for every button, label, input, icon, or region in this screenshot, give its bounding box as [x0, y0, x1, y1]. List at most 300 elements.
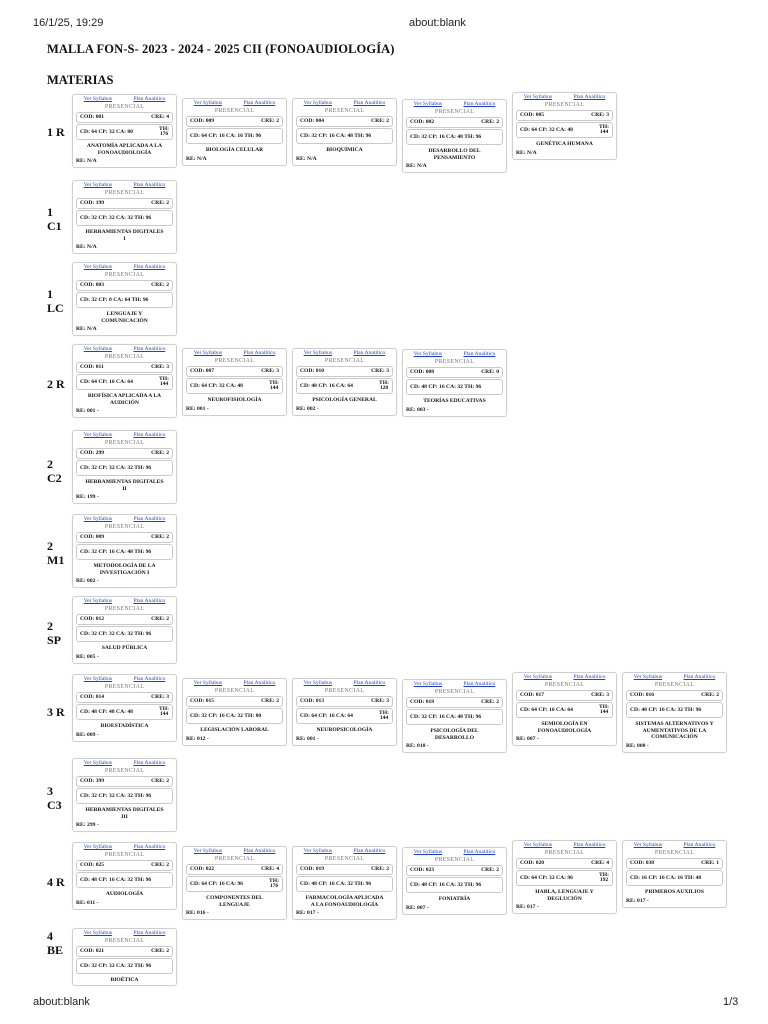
course-name	[183, 144, 286, 155]
print-page-title: about:blank	[409, 17, 466, 29]
course-name	[73, 720, 176, 731]
plan-analitico-link[interactable]: Plan Analítico	[133, 516, 166, 522]
total-hours-line: TH:	[159, 705, 169, 712]
total-hours-line: TH:	[379, 709, 389, 716]
course-card	[292, 846, 397, 920]
modality-label: PRESENCIAL	[544, 682, 585, 688]
hours-box	[296, 708, 393, 724]
hours-box	[516, 870, 613, 886]
plan-analitico-link[interactable]: Plan Analítico	[243, 848, 276, 854]
course-links	[403, 350, 506, 358]
row-label-line: 1	[47, 205, 53, 219]
code-credits-box	[296, 696, 393, 707]
prerequisite: RE: 017 -	[516, 904, 539, 910]
code-credits-box	[296, 366, 393, 377]
course-card	[512, 840, 617, 914]
total-hours-line: 144	[269, 385, 279, 391]
modality-label: PRESENCIAL	[104, 852, 145, 858]
course-name-line: BIOFÍSICA APLICADA A LA	[87, 393, 162, 399]
row-label-line: 2	[47, 619, 53, 633]
ver-syllabus-link[interactable]: Ver Syllabus	[83, 346, 113, 352]
plan-analitico-link[interactable]: Plan Analítico	[133, 264, 166, 270]
course-links	[183, 847, 286, 855]
course-links	[403, 100, 506, 108]
course-code: COD: 016	[630, 692, 655, 698]
course-links	[183, 349, 286, 357]
course-card	[72, 430, 177, 504]
prerequisite: RE: 008 -	[626, 742, 649, 749]
ver-syllabus-link[interactable]: Ver Syllabus	[83, 516, 113, 522]
print-url: about:blank	[33, 996, 90, 1008]
course-credits: CRE: 2	[151, 200, 169, 206]
course-name-line: III	[121, 813, 128, 820]
course-name-line: BIOQUÍMICA	[326, 147, 363, 153]
row-label-line: SP	[47, 633, 62, 647]
course-code: COD: 001	[80, 114, 105, 120]
course-code: COD: 008	[410, 369, 435, 375]
total-hours	[599, 125, 609, 136]
course-code: COD: 015	[190, 698, 215, 704]
course-links	[293, 679, 396, 687]
modality-label: PRESENCIAL	[434, 857, 475, 863]
total-hours-line: TH:	[269, 379, 279, 386]
code-credits-box	[76, 614, 173, 625]
course-credits: CRE: 2	[151, 616, 169, 622]
course-name	[513, 718, 616, 735]
ver-syllabus-link[interactable]: Ver Syllabus	[523, 842, 553, 848]
total-hours-line: 144	[159, 381, 169, 387]
course-credits: CRE: 4	[591, 860, 609, 866]
course-name	[623, 886, 726, 897]
plan-analitico-link[interactable]: Plan Analítico	[463, 849, 496, 855]
course-credits: CRE: 3	[151, 364, 169, 370]
course-links	[73, 929, 176, 937]
total-hours-line: 176	[159, 131, 169, 137]
course-credits: CRE: 4	[151, 114, 169, 120]
course-hours: CD: 48 CP: 16 CA: 32 TH: 96	[410, 383, 482, 390]
modality-label: PRESENCIAL	[104, 606, 145, 612]
hours-box	[296, 378, 393, 394]
course-name-line: FARMACOLOGÍA APLICADA	[305, 895, 384, 901]
total-hours-line: 144	[159, 711, 169, 717]
course-hours: CD: 48 CP: 48 CA: 48	[80, 708, 133, 715]
hours-box	[76, 704, 173, 720]
ver-syllabus-link[interactable]: Ver Syllabus	[523, 674, 553, 680]
prerequisite: RE: 002 -	[296, 405, 319, 412]
code-credits-box	[186, 864, 283, 875]
row-label	[47, 377, 65, 391]
course-code: COD: 020	[520, 860, 545, 866]
row-label	[47, 125, 65, 139]
page-title: MALLA FON-S- 2023 - 2024 - 2025 CII (FONOAUDIOLOGÍA)	[47, 42, 395, 56]
course-name-line: AUMENTATIVOS DE LA	[642, 727, 707, 734]
course-name-line: DESARROLLO	[434, 734, 475, 741]
code-credits-box	[76, 776, 173, 787]
course-links	[513, 841, 616, 849]
plan-analitico-link[interactable]: Plan Analítico	[353, 100, 386, 106]
total-hours	[269, 879, 279, 890]
plan-analitico-link[interactable]: Plan Analítico	[353, 680, 386, 686]
plan-analitico-link[interactable]: Plan Analítico	[573, 94, 606, 100]
course-code: COD: 017	[520, 692, 545, 698]
course-name	[73, 390, 176, 407]
course-card	[72, 758, 177, 832]
row-label-line: 3	[47, 784, 53, 798]
course-name	[513, 138, 616, 149]
print-page-number: 1/3	[723, 996, 739, 1008]
plan-analitico-link[interactable]: Plan Analítico	[133, 930, 166, 936]
modality-label: PRESENCIAL	[324, 856, 365, 862]
total-hours-line: TH:	[599, 123, 609, 130]
plan-analitico-link[interactable]: Plan Analítico	[133, 598, 166, 604]
plan-analitico-link[interactable]: Plan Analítico	[463, 101, 496, 107]
total-hours-line: TH:	[599, 703, 609, 710]
course-name-line: COMPONENTES DEL	[206, 895, 263, 901]
code-credits-box	[76, 860, 173, 871]
course-name-line: LENGUAJE	[219, 901, 250, 908]
hours-box	[516, 122, 613, 138]
plan-analitico-link[interactable]: Plan Analítico	[133, 676, 166, 682]
course-name-line: COMUNICACIÓN	[101, 317, 148, 324]
course-card	[292, 348, 397, 416]
course-name-line: BIOESTADÍSTICA	[100, 723, 149, 729]
course-links	[73, 597, 176, 605]
code-credits-box	[296, 116, 393, 127]
ver-syllabus-link[interactable]: Ver Syllabus	[413, 101, 443, 107]
course-name	[73, 888, 176, 899]
hours-box	[406, 379, 503, 395]
course-card	[72, 928, 177, 986]
total-hours-line: TH:	[379, 379, 389, 386]
course-card	[182, 846, 287, 920]
course-credits: CRE: 2	[151, 862, 169, 868]
course-hours: CD: 48 CP: 16 CA: 32 TH: 96	[80, 876, 152, 883]
total-hours	[269, 381, 279, 392]
course-links	[513, 93, 616, 101]
ver-syllabus-link[interactable]: Ver Syllabus	[83, 432, 113, 438]
section-title: MATERIAS	[47, 73, 114, 87]
total-hours-line: 144	[599, 709, 609, 715]
prerequisite: RE: 001 -	[296, 735, 319, 742]
course-credits: CRE: 1	[701, 860, 719, 866]
code-credits-box	[406, 117, 503, 128]
modality-label: PRESENCIAL	[434, 359, 475, 365]
ver-syllabus-link[interactable]: Ver Syllabus	[193, 100, 223, 106]
course-credits: CRE: 3	[591, 692, 609, 698]
hours-box	[186, 876, 283, 892]
prerequisite: RE: N/A	[516, 149, 537, 156]
row-label-line: C3	[47, 798, 62, 812]
course-name	[183, 892, 286, 909]
course-name-line: BIOÉTICA	[110, 977, 139, 983]
course-credits: CRE: 3	[371, 368, 389, 374]
course-links	[623, 673, 726, 681]
row-label	[47, 457, 62, 485]
prerequisite: RE: N/A	[296, 155, 317, 162]
plan-analitico-link[interactable]: Plan Analítico	[353, 848, 386, 854]
modality-label: PRESENCIAL	[104, 272, 145, 278]
course-name-line: SEMIOLOGÍA EN	[541, 721, 588, 727]
course-links	[403, 680, 506, 688]
total-hours-line: 144	[599, 129, 609, 135]
plan-analitico-link[interactable]: Plan Analítico	[133, 844, 166, 850]
prerequisite: RE: 011 -	[76, 899, 99, 906]
course-hours: CD: 64 CP: 16 CA: 64	[300, 712, 353, 719]
ver-syllabus-link[interactable]: Ver Syllabus	[83, 930, 113, 936]
course-hours: CD: 16 CP: 16 CA: 16 TH: 48	[630, 874, 702, 881]
code-credits-box	[76, 692, 173, 703]
ver-syllabus-link[interactable]: Ver Syllabus	[83, 676, 113, 682]
ver-syllabus-link[interactable]: Ver Syllabus	[633, 674, 663, 680]
modality-label: PRESENCIAL	[324, 108, 365, 114]
course-name	[403, 145, 506, 162]
course-code: COD: 009	[80, 534, 105, 540]
modality-label: PRESENCIAL	[104, 354, 145, 360]
modality-label: PRESENCIAL	[654, 850, 695, 856]
course-code: COD: 011	[80, 364, 104, 370]
course-code: COD: 005	[520, 112, 545, 118]
course-name	[73, 642, 176, 653]
course-credits: CRE: 2	[371, 118, 389, 124]
hours-box	[406, 709, 503, 725]
course-name	[73, 804, 176, 821]
code-credits-box	[76, 946, 173, 957]
course-hours: CD: 64 CP: 16 CA: 96	[190, 880, 243, 887]
hours-box	[296, 128, 393, 144]
course-links	[293, 847, 396, 855]
row-label-line: 1 R	[47, 125, 65, 139]
prerequisite: RE: 016 -	[186, 910, 209, 916]
hours-box	[626, 870, 723, 886]
modality-label: PRESENCIAL	[544, 102, 585, 108]
prerequisite: RE: 010 -	[406, 743, 429, 749]
course-credits: CRE: 2	[151, 778, 169, 784]
total-hours-line: TH:	[159, 375, 169, 382]
course-code: COD: 014	[80, 694, 105, 700]
course-card	[292, 678, 397, 746]
code-credits-box	[186, 696, 283, 707]
course-card	[72, 262, 177, 336]
course-name-line: PSICOLOGÍA DEL	[430, 728, 479, 734]
course-hours: CD: 32 CP: 16 CA: 32 TH: 80	[190, 712, 262, 719]
plan-analitico-link[interactable]: Plan Analítico	[463, 351, 496, 357]
course-name-line: II	[122, 485, 127, 492]
course-credits: CRE: 3	[591, 112, 609, 118]
course-code: COD: 199	[80, 200, 105, 206]
course-name	[513, 886, 616, 903]
ver-syllabus-link[interactable]: Ver Syllabus	[303, 350, 333, 356]
course-hours: CD: 64 CP: 32 CA: 80	[80, 128, 133, 135]
course-code: COD: 021	[80, 948, 105, 954]
course-name	[73, 476, 176, 493]
course-name	[183, 724, 286, 735]
code-credits-box	[76, 112, 173, 123]
hours-box	[76, 292, 173, 308]
course-credits: CRE: 2	[151, 450, 169, 456]
plan-analitico-link[interactable]: Plan Analítico	[463, 681, 496, 687]
course-code: COD: 299	[80, 450, 105, 456]
total-hours	[159, 127, 169, 138]
code-credits-box	[186, 366, 283, 377]
course-hours: CD: 48 CP: 16 CA: 32 TH: 96	[630, 706, 702, 713]
ver-syllabus-link[interactable]: Ver Syllabus	[83, 96, 113, 102]
course-links	[183, 99, 286, 107]
plan-analitico-link[interactable]: Plan Analítico	[243, 680, 276, 686]
hours-box	[186, 378, 283, 394]
plan-analitico-link[interactable]: Plan Analítico	[133, 346, 166, 352]
hours-box	[76, 460, 173, 476]
course-name-line: HABLA, LENGUAJE Y	[535, 889, 594, 895]
modality-label: PRESENCIAL	[544, 850, 585, 856]
plan-analitico-link[interactable]: Plan Analítico	[683, 842, 716, 848]
total-hours	[599, 873, 609, 884]
course-hours: CD: 64 CP: 16 CA: 16 TH: 96	[190, 132, 262, 139]
course-hours: CD: 32 CP: 16 CA: 48 TH: 96	[300, 132, 372, 139]
print-datetime: 16/1/25, 19:29	[33, 17, 104, 29]
plan-analitico-link[interactable]: Plan Analítico	[133, 760, 166, 766]
ver-syllabus-link[interactable]: Ver Syllabus	[83, 598, 113, 604]
course-credits: CRE: 2	[481, 699, 499, 705]
course-card	[182, 348, 287, 416]
course-hours: CD: 32 CP: 16 CA: 48 TH: 96	[80, 548, 152, 555]
ver-syllabus-link[interactable]: Ver Syllabus	[83, 182, 113, 188]
code-credits-box	[626, 858, 723, 869]
course-links	[293, 349, 396, 357]
total-hours-line: TH:	[269, 877, 279, 884]
ver-syllabus-link[interactable]: Ver Syllabus	[303, 100, 333, 106]
prerequisite: RE: N/A	[406, 163, 427, 169]
hours-box	[186, 708, 283, 724]
course-hours: CD: 32 CP: 32 CA: 32 TH: 96	[80, 630, 152, 637]
total-hours	[159, 707, 169, 718]
plan-analitico-link[interactable]: Plan Analítico	[133, 432, 166, 438]
modality-label: PRESENCIAL	[324, 688, 365, 694]
row-label	[47, 784, 62, 812]
course-card	[72, 180, 177, 254]
row-label	[47, 875, 65, 889]
plan-analitico-link[interactable]: Plan Analítico	[573, 842, 606, 848]
row-label-line: 2 R	[47, 377, 65, 391]
total-hours-line: TH:	[159, 125, 169, 132]
prerequisite: RE: 003 -	[406, 406, 429, 413]
course-hours: CD: 48 CP: 16 CA: 32 TH: 96	[410, 881, 482, 888]
ver-syllabus-link[interactable]: Ver Syllabus	[303, 848, 333, 854]
code-credits-box	[296, 864, 393, 875]
prerequisite: RE: 017 -	[296, 910, 319, 916]
course-hours: CD: 48 CP: 16 CA: 32 TH: 96	[300, 880, 372, 887]
course-links	[73, 181, 176, 189]
course-hours: CD: 64 CP: 16 CA: 64	[520, 706, 573, 713]
code-credits-box	[626, 690, 723, 701]
course-name-line: AUDIOLOGÍA	[105, 891, 144, 897]
course-hours: CD: 32 CP: 32 CA: 32 TH: 96	[80, 214, 152, 221]
ver-syllabus-link[interactable]: Ver Syllabus	[523, 94, 553, 100]
ver-syllabus-link[interactable]: Ver Syllabus	[303, 680, 333, 686]
plan-analitico-link[interactable]: Plan Analítico	[243, 100, 276, 106]
hours-box	[296, 876, 393, 892]
hours-box	[186, 128, 283, 144]
course-card	[72, 674, 177, 742]
course-code: COD: 399	[80, 778, 105, 784]
course-name	[293, 892, 396, 909]
course-name-line: LENGUAJE Y	[106, 311, 143, 317]
course-credits: CRE: 2	[151, 948, 169, 954]
course-card	[72, 842, 177, 910]
prerequisite: RE: N/A	[76, 244, 97, 250]
ver-syllabus-link[interactable]: Ver Syllabus	[413, 351, 443, 357]
ver-syllabus-link[interactable]: Ver Syllabus	[413, 681, 443, 687]
course-name-line: AUDICIÓN	[110, 399, 139, 406]
hours-box	[626, 702, 723, 718]
course-name	[623, 718, 726, 742]
code-credits-box	[406, 865, 503, 876]
plan-analitico-link[interactable]: Plan Analítico	[683, 674, 716, 680]
course-name-line: I	[123, 235, 126, 242]
ver-syllabus-link[interactable]: Ver Syllabus	[413, 849, 443, 855]
course-name-line: PSICOLOGÍA GENERAL	[312, 397, 377, 403]
ver-syllabus-link[interactable]: Ver Syllabus	[193, 350, 223, 356]
course-name-line: LEGISLACIÓN LABORAL	[200, 727, 269, 733]
prerequisite: RE: N/A	[76, 158, 97, 164]
ver-syllabus-link[interactable]: Ver Syllabus	[193, 848, 223, 854]
total-hours-line: 144	[379, 715, 389, 721]
plan-analitico-link[interactable]: Plan Analítico	[353, 350, 386, 356]
plan-analitico-link[interactable]: Plan Analítico	[133, 96, 166, 102]
course-links	[513, 673, 616, 681]
course-credits: CRE: 3	[151, 694, 169, 700]
row-label	[47, 539, 64, 567]
ver-syllabus-link[interactable]: Ver Syllabus	[83, 264, 113, 270]
row-label	[47, 619, 61, 647]
ver-syllabus-link[interactable]: Ver Syllabus	[83, 844, 113, 850]
course-card	[402, 679, 507, 753]
course-card	[512, 92, 617, 160]
course-name-line: SALUD PÚBLICA	[101, 645, 148, 651]
course-name	[403, 395, 506, 406]
course-code: COD: 038	[630, 860, 655, 866]
course-name	[403, 725, 506, 742]
plan-analitico-link[interactable]: Plan Analítico	[573, 674, 606, 680]
prerequisite: RE: 009 -	[76, 731, 99, 738]
course-card	[292, 98, 397, 166]
code-credits-box	[516, 690, 613, 701]
course-name	[73, 140, 176, 157]
course-links	[293, 99, 396, 107]
ver-syllabus-link[interactable]: Ver Syllabus	[633, 842, 663, 848]
total-hours-line: 192	[599, 877, 609, 883]
hours-box	[76, 210, 173, 226]
course-credits: CRE: 2	[261, 118, 279, 124]
ver-syllabus-link[interactable]: Ver Syllabus	[193, 680, 223, 686]
course-name	[183, 394, 286, 405]
course-hours: CD: 48 CP: 16 CA: 64	[300, 382, 353, 389]
course-links	[183, 679, 286, 687]
row-label-line: M1	[47, 553, 65, 567]
row-label	[47, 205, 62, 233]
prerequisite: RE: 299 -	[76, 822, 99, 828]
plan-analitico-link[interactable]: Plan Analítico	[133, 182, 166, 188]
hours-box	[406, 129, 503, 145]
course-card	[72, 514, 177, 588]
ver-syllabus-link[interactable]: Ver Syllabus	[83, 760, 113, 766]
course-links	[403, 848, 506, 856]
total-hours	[379, 711, 389, 722]
course-card	[182, 678, 287, 746]
course-code: COD: 007	[190, 368, 215, 374]
course-credits: CRE: 4	[261, 866, 279, 872]
prerequisite: RE: N/A	[76, 326, 97, 332]
plan-analitico-link[interactable]: Plan Analítico	[243, 350, 276, 356]
